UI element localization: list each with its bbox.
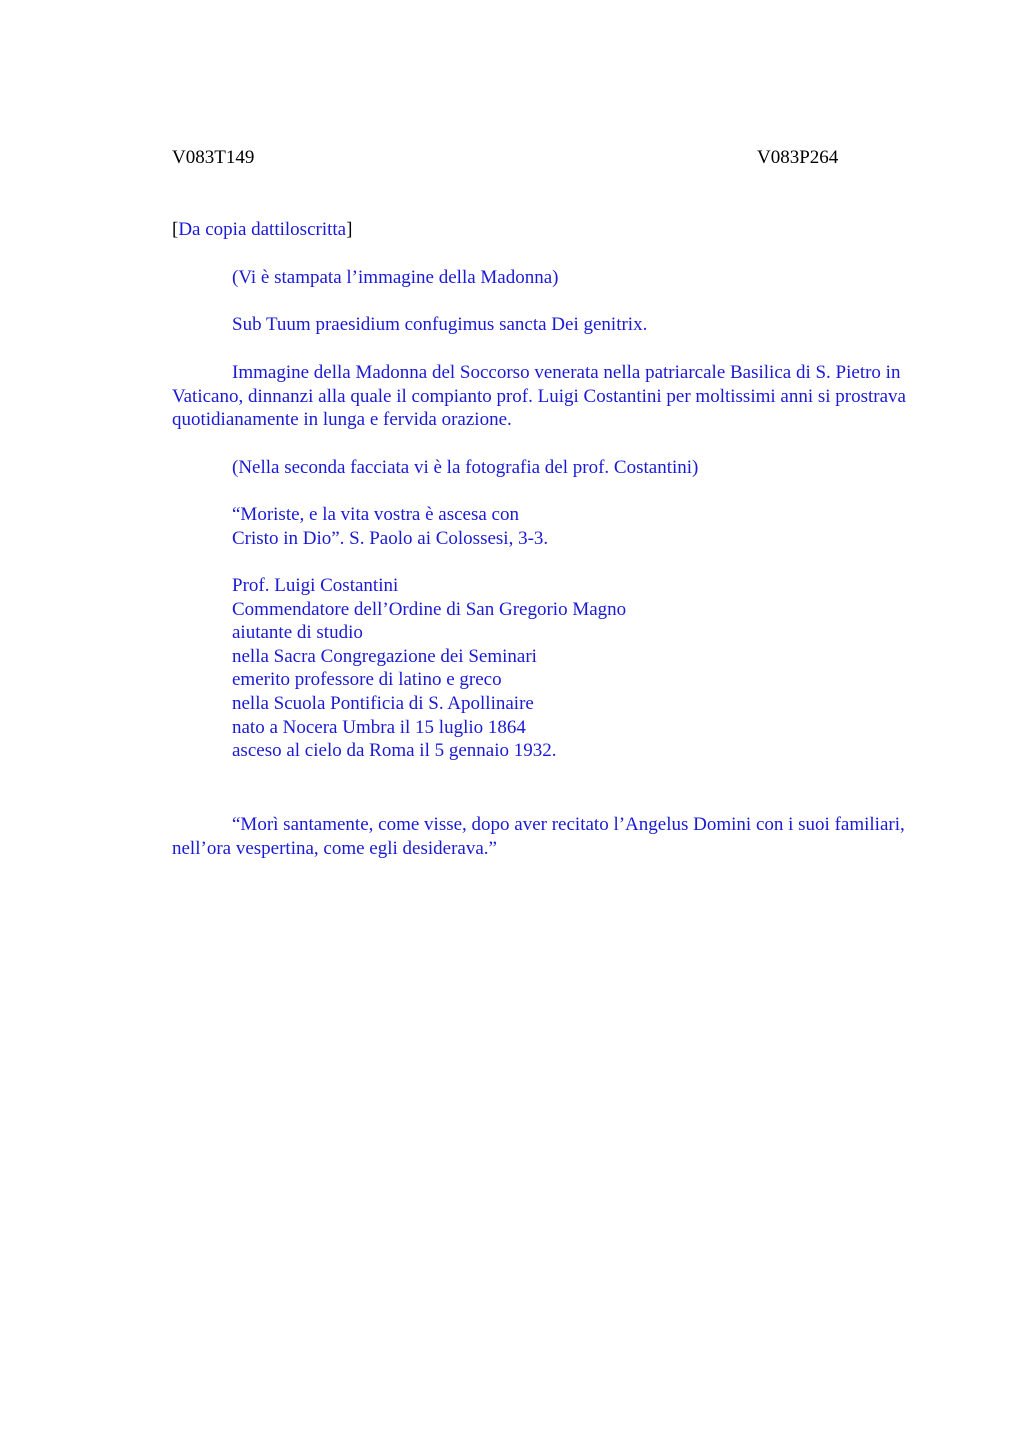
document-code-right: V083P264 <box>757 147 839 168</box>
epitaph-line: emerito professore di latino e greco <box>232 669 502 691</box>
paragraph-photo-note: (Nella seconda facciata vi è la fotografia del prof. Costantini) <box>232 457 699 478</box>
epitaph-line: nella Scuola Pontificia di S. Apollinaire <box>232 692 534 714</box>
scripture-quote-line: Cristo in Dio”. S. Paolo ai Colossesi, 3-3. <box>232 527 549 549</box>
document-code-left: V083T149 <box>172 147 255 168</box>
scripture-quote <box>172 503 912 550</box>
epitaph-line: nato a Nocera Umbra il 15 luglio 1864 <box>232 716 526 738</box>
epitaph-line: asceso al cielo da Roma il 5 gennaio 1932. <box>232 740 557 762</box>
scripture-quote-line: “Moriste, e la vita vostra è ascesa con <box>232 504 519 525</box>
source-note-close-bracket: ] <box>346 219 353 240</box>
source-note <box>172 218 912 242</box>
epitaph-line: aiutante di studio <box>232 622 363 644</box>
paragraph-image-description: Immagine della Madonna del Soccorso venerata nella patriarcale Basilica di S. Pietro in Vaticano, dinnanzi alla quale il compianto prof. Luigi Costantini per moltissimi anni si prostrava quotidianamente in lunga e fervida orazione. <box>172 362 906 431</box>
paragraph-final-quote: “Morì santamente, come visse, dopo aver recitato l’Angelus Domini con i suoi familiari, nell’ora vespertina, come egli desiderava.” <box>172 814 905 859</box>
epitaph <box>172 574 912 763</box>
epitaph-line: nella Sacra Congregazione dei Seminari <box>232 645 537 667</box>
paragraph-prayer: Sub Tuum praesidium confugimus sancta Dei genitrix. <box>232 314 648 335</box>
paragraph-image-note: (Vi è stampata l’immagine della Madonna) <box>232 267 559 288</box>
source-note-open-bracket: [ <box>172 219 179 240</box>
epitaph-line: Commendatore dell’Ordine di San Gregorio Magno <box>232 598 627 620</box>
source-note-text: Da copia dattiloscritta <box>178 219 347 240</box>
epitaph-line: Prof. Luigi Costantini <box>232 575 399 596</box>
